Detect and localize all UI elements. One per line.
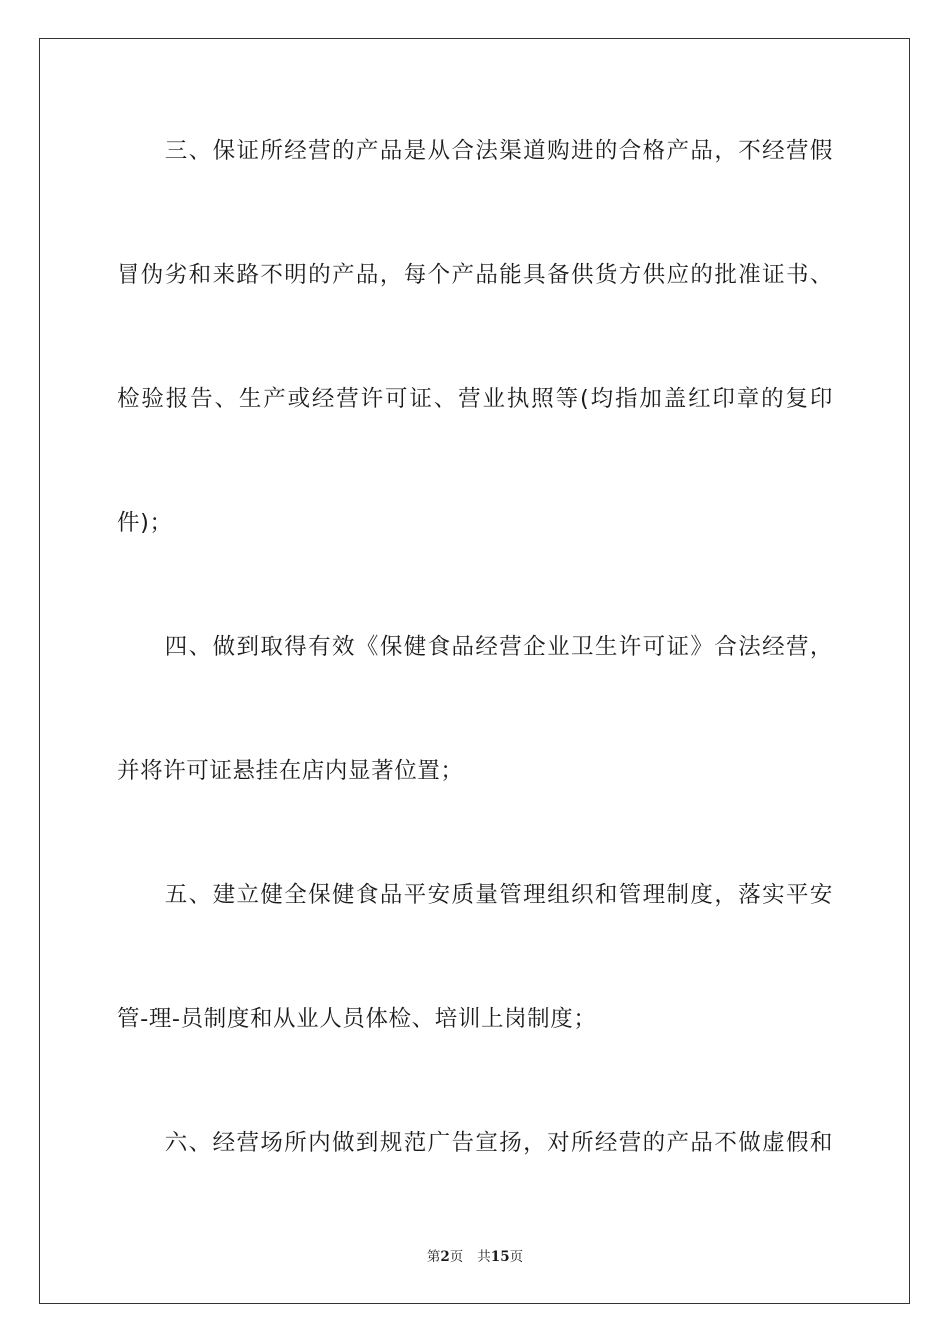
paragraph-line: 并将许可证悬挂在店内显著位置； bbox=[117, 758, 464, 784]
page-footer bbox=[0, 1247, 950, 1267]
paragraph-line: 六、经营场所内做到规范广告宣扬，对所经营的产品不做虚假和 bbox=[117, 1130, 833, 1156]
current-page-number: 2 bbox=[440, 1249, 450, 1265]
paragraph-line: 五、建立健全保健食品平安质量管理组织和管理制度，落实平安 bbox=[117, 882, 833, 908]
page-border bbox=[39, 38, 910, 1304]
paragraph-line: 件)； bbox=[117, 510, 173, 536]
paragraph-line: 管-理-员制度和从业人员体检、培训上岗制度； bbox=[117, 1006, 597, 1032]
total-label-prefix: 共 bbox=[477, 1249, 491, 1265]
paragraph-line: 检验报告、生产或经营许可证、营业执照等(均指加盖红印章的复印 bbox=[117, 386, 833, 412]
paragraph-line: 三、保证所经营的产品是从合法渠道购进的合格产品，不经营假 bbox=[117, 138, 833, 164]
page-label-prefix: 第 bbox=[426, 1249, 441, 1265]
paragraph-line: 四、做到取得有效《保健食品经营企业卫生许可证》合法经营， bbox=[117, 634, 833, 660]
paragraph-line: 冒伪劣和来路不明的产品，每个产品能具备供货方供应的批准证书、 bbox=[117, 262, 833, 288]
total-label-suffix: 页 bbox=[509, 1249, 524, 1265]
total-page-count: 15 bbox=[490, 1249, 510, 1265]
page-label-suffix: 页 bbox=[449, 1249, 464, 1265]
